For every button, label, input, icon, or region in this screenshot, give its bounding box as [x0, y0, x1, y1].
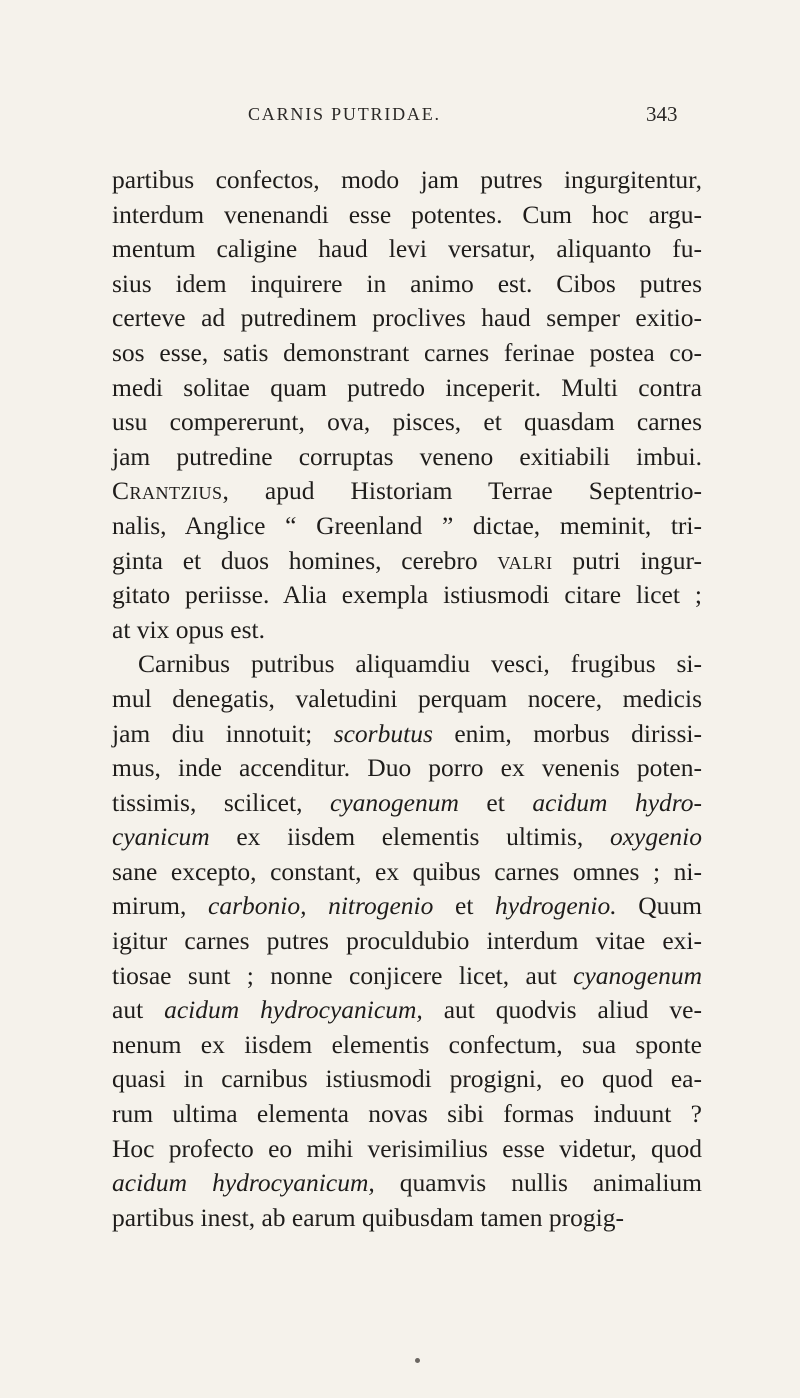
text-line	[112, 509, 702, 544]
text-line	[112, 1097, 702, 1132]
text-segment: mentum caligine haud levi versatur, aliquanto fu-	[112, 234, 702, 264]
text-line	[112, 751, 702, 786]
text-line	[112, 1028, 702, 1063]
text-line	[112, 198, 702, 233]
text-line	[112, 371, 702, 406]
text-line	[112, 924, 702, 959]
text-line	[112, 889, 702, 924]
text-line	[112, 267, 702, 302]
text-segment: Quum	[616, 891, 702, 921]
text-line	[112, 578, 702, 613]
text-line	[112, 301, 702, 336]
text-segment: mus, inde accenditur. Duo porro ex venenis poten-	[112, 753, 702, 783]
text-line	[112, 682, 702, 717]
italic-text: carbonio, nitrogenio	[208, 891, 434, 921]
text-line	[112, 855, 702, 890]
italic-text: acidum hydro-	[532, 787, 703, 817]
text-line	[112, 820, 702, 855]
text-segment: mirum,	[112, 891, 208, 921]
italic-text: acidum hydrocyanicum,	[112, 1168, 375, 1198]
text-segment: quasi in carnibus istiusmodi progigni, eo quod ea-	[112, 1064, 702, 1094]
italic-text: scorbutus	[333, 718, 433, 748]
text-segment: partibus inest, ab earum quibusdam tamen progig-	[112, 1202, 625, 1232]
italic-text: cyanicum	[112, 822, 210, 852]
text-line	[112, 336, 702, 371]
text-line	[112, 1166, 702, 1201]
text-line	[112, 163, 702, 198]
running-title: CARNIS PUTRIDAE.	[248, 104, 441, 124]
printers-mark	[415, 1358, 420, 1363]
text-segment: et	[433, 891, 496, 921]
text-segment: , apud Historiam Terrae Septentrio-	[222, 476, 702, 506]
small-caps-text: valri	[497, 545, 553, 575]
text-line	[112, 959, 702, 994]
text-segment: tissimis, scilicet,	[112, 787, 330, 817]
text-segment: sane excepto, constant, ex quibus carnes omnes ; ni-	[112, 856, 702, 886]
text-line	[112, 405, 702, 440]
small-caps-text: Crantzius	[112, 476, 223, 506]
text-segment: nalis, Anglice “ Greenland ” dictae, meminit, tri-	[112, 510, 702, 540]
text-segment: jam putredine corruptas veneno exitiabili imbui.	[112, 441, 702, 471]
text-line	[112, 1062, 702, 1097]
text-segment: partibus confectos, modo jam putres ingurgitentur,	[112, 165, 702, 194]
text-segment: mul denegatis, valetudini perquam nocere, medicis	[112, 683, 702, 713]
text-line	[112, 440, 702, 475]
text-segment: interdum venenandi esse potentes. Cum hoc argu-	[112, 199, 702, 229]
text-segment: jam diu innotuit;	[112, 718, 334, 748]
text-segment: ginta et duos homines, cerebro	[112, 545, 498, 575]
text-line	[112, 544, 702, 579]
italic-text: cyanogenum	[573, 960, 702, 990]
text-segment: aut	[112, 995, 165, 1025]
text-segment: putri ingur-	[552, 545, 703, 575]
text-line	[112, 717, 702, 752]
body-text	[112, 163, 702, 1235]
italic-text: oxygenio	[609, 822, 702, 852]
text-segment: enim, morbus dirissi-	[432, 718, 703, 748]
text-segment: usu compererunt, ova, pisces, et quasdam carnes	[112, 407, 702, 437]
text-segment: Carnibus putribus aliquamdiu vesci, frugibus si-	[138, 649, 702, 679]
text-line	[112, 786, 702, 821]
text-segment: tiosae sunt ; nonne conjicere licet, aut	[112, 960, 574, 990]
text-segment: sos esse, satis demonstrant carnes ferinae postea co-	[112, 337, 702, 367]
text-segment: at vix opus est.	[112, 614, 265, 644]
page-number: 343	[646, 102, 678, 126]
text-segment: nenum ex iisdem elementis confectum, sua sponte	[112, 1029, 702, 1059]
text-line	[112, 1132, 702, 1167]
italic-text: acidum hydrocyanicum,	[164, 995, 423, 1025]
text-segment: quamvis nullis animalium	[374, 1168, 702, 1198]
text-line	[112, 993, 702, 1028]
text-line	[112, 1201, 702, 1236]
text-line	[112, 613, 702, 648]
text-segment: Hoc profecto eo mihi verisimilius esse videtur, quod	[112, 1133, 702, 1163]
text-line	[112, 474, 702, 509]
text-segment: gitato periisse. Alia exempla istiusmodi citare licet ;	[112, 580, 702, 610]
text-line	[112, 647, 702, 682]
text-segment: ex iisdem elementis ultimis,	[209, 822, 610, 852]
text-segment: sius idem inquirere in animo est. Cibos putres	[112, 268, 702, 298]
text-segment: medi solitae quam putredo inceperit. Multi contra	[112, 372, 702, 402]
text-line	[112, 232, 702, 267]
text-segment: aut quodvis aliud ve-	[422, 995, 702, 1025]
italic-text: cyanogenum	[330, 787, 459, 817]
italic-text: hydrogenio.	[495, 891, 617, 921]
text-segment: et	[458, 787, 533, 817]
text-segment: certeve ad putredinem proclives haud semper exitio-	[112, 303, 702, 333]
text-segment: rum ultima elementa novas sibi formas induunt ?	[112, 1099, 702, 1129]
text-segment: igitur carnes putres proculdubio interdum vitae exi-	[112, 926, 702, 956]
